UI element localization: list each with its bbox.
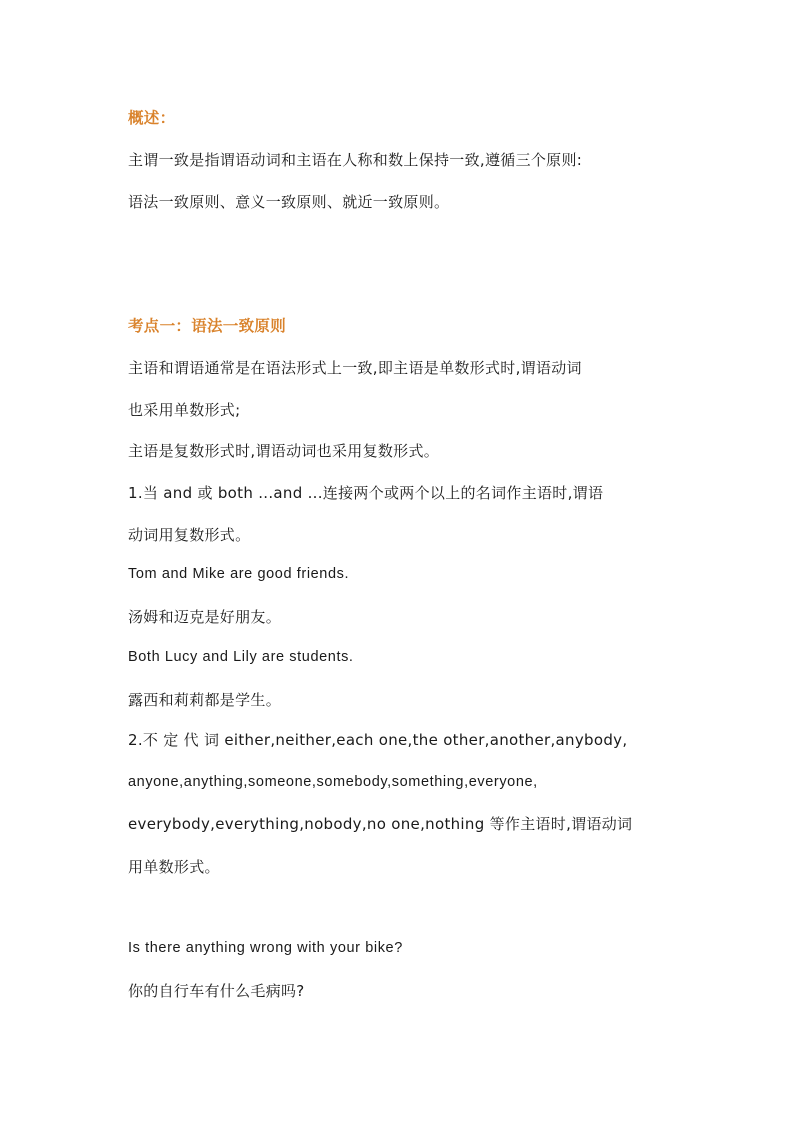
point1-line: 1.当 and 或 both ...and ...连接两个或两个以上的名词作主语时,谓语 xyxy=(128,484,604,502)
point1-heading: 考点一：语法一致原则 xyxy=(128,317,287,335)
example-sentence-en: Both Lucy and Lily are students. xyxy=(128,649,354,665)
point1-line: 用单数形式。 xyxy=(128,858,220,876)
overview-heading: 概述： xyxy=(128,109,176,127)
point1-line: everybody,everything,nobody,no one,nothing 等作主语时,谓语动词 xyxy=(128,815,633,833)
example-translation-zh: 汤姆和迈克是好朋友。 xyxy=(128,608,282,626)
example-translation-zh: 你的自行车有什么毛病吗? xyxy=(128,982,305,1000)
example-translation-zh: 露西和莉莉都是学生。 xyxy=(128,691,282,709)
point1-line: 动词用复数形式。 xyxy=(128,526,251,544)
point1-line: anyone,anything,someone,somebody,something,everyone, xyxy=(128,774,538,790)
example-sentence-en: Is there anything wrong with your bike? xyxy=(128,940,403,956)
point1-line: 也采用单数形式; xyxy=(128,401,241,419)
overview-line: 主谓一致是指谓语动词和主语在人称和数上保持一致,遵循三个原则: xyxy=(128,151,583,169)
point1-line: 主语和谓语通常是在语法形式上一致,即主语是单数形式时,谓语动词 xyxy=(128,359,582,377)
overview-line: 语法一致原则、意义一致原则、就近一致原则。 xyxy=(128,193,450,211)
point1-line: 2.不 定 代 词 either,neither,each one,the other,another,anybody, xyxy=(128,731,628,749)
example-sentence-en: Tom and Mike are good friends. xyxy=(128,566,350,582)
point1-line: 主语是复数形式时,谓语动词也采用复数形式。 xyxy=(128,442,440,460)
